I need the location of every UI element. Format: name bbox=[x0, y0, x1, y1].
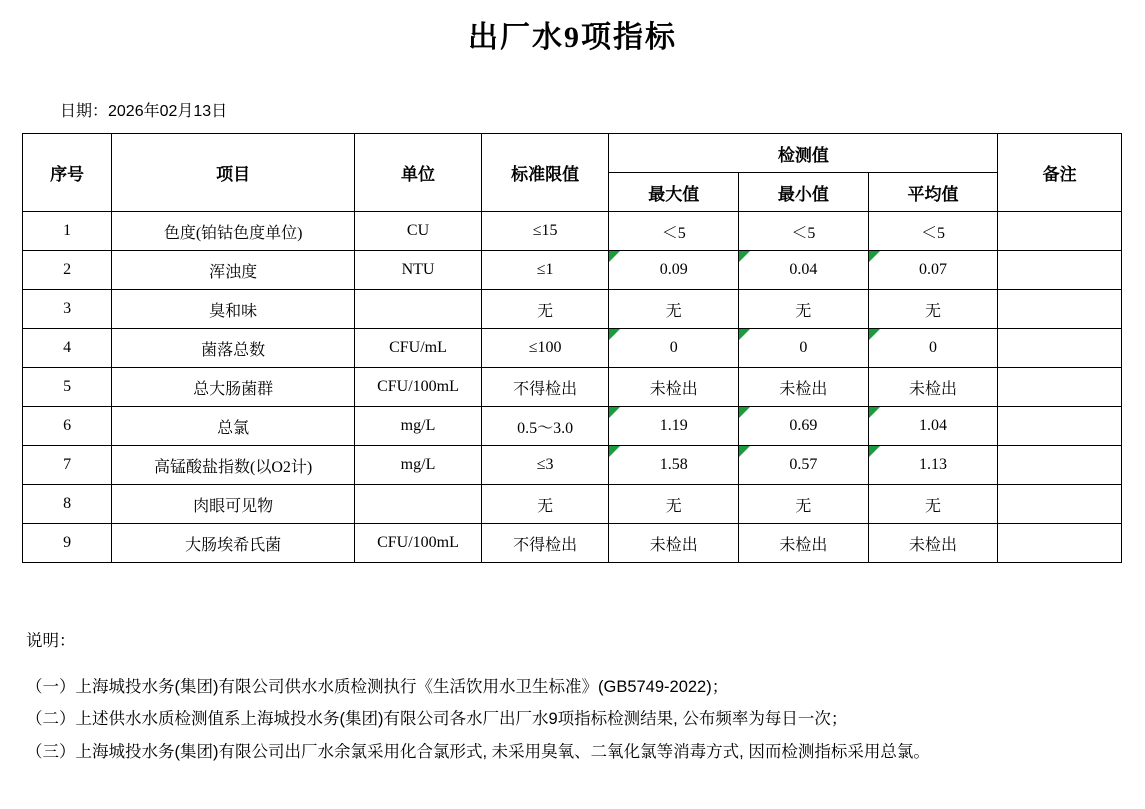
cell-remark bbox=[998, 212, 1122, 251]
cell-avg-text: 0 bbox=[929, 339, 938, 356]
cell-max-text: 1.58 bbox=[659, 456, 688, 473]
cell-avg-text: 1.13 bbox=[919, 456, 948, 473]
cell-unit: CFU/100mL bbox=[355, 524, 482, 563]
header-remark: 备注 bbox=[998, 134, 1122, 212]
cell-remark bbox=[998, 290, 1122, 329]
cell-unit: mg/L bbox=[355, 446, 482, 485]
cell-remark bbox=[998, 524, 1122, 563]
cell-min bbox=[739, 446, 869, 485]
header-limit: 标准限值 bbox=[481, 134, 609, 212]
header-min: 最小值 bbox=[739, 173, 869, 212]
table-row bbox=[23, 485, 1122, 524]
cell-max: ＜5 bbox=[609, 212, 739, 251]
cell-unit: NTU bbox=[355, 251, 482, 290]
corner-flag-icon bbox=[739, 446, 750, 457]
header-max: 最大值 bbox=[609, 173, 739, 212]
cell-no: 3 bbox=[23, 290, 112, 329]
cell-max: 无 bbox=[609, 290, 739, 329]
cell-max: 未检出 bbox=[609, 368, 739, 407]
cell-remark bbox=[998, 329, 1122, 368]
cell-avg: 无 bbox=[868, 290, 998, 329]
cell-limit: ≤100 bbox=[481, 329, 609, 368]
header-item: 项目 bbox=[112, 134, 355, 212]
corner-flag-icon bbox=[869, 329, 880, 340]
cell-limit: ≤1 bbox=[481, 251, 609, 290]
cell-min-text: 0 bbox=[799, 339, 808, 356]
header-detected-group: 检测值 bbox=[609, 134, 998, 173]
cell-min: 无 bbox=[739, 485, 869, 524]
cell-max-text: 0 bbox=[669, 339, 678, 356]
report-page bbox=[0, 12, 1145, 809]
cell-item: 菌落总数 bbox=[112, 329, 355, 368]
cell-item: 色度(铂钴色度单位) bbox=[112, 212, 355, 251]
cell-min-text: 0.04 bbox=[789, 261, 818, 278]
table-header bbox=[23, 134, 1122, 212]
cell-max bbox=[609, 446, 739, 485]
cell-no: 2 bbox=[23, 251, 112, 290]
water-quality-table bbox=[22, 133, 1122, 563]
table-row bbox=[23, 524, 1122, 563]
cell-limit: 无 bbox=[481, 290, 609, 329]
cell-avg: 无 bbox=[868, 485, 998, 524]
cell-max: 无 bbox=[609, 485, 739, 524]
cell-avg: ＜5 bbox=[868, 212, 998, 251]
cell-limit: 不得检出 bbox=[481, 368, 609, 407]
cell-limit: 不得检出 bbox=[481, 524, 609, 563]
cell-no: 8 bbox=[23, 485, 112, 524]
cell-unit: CFU/100mL bbox=[355, 368, 482, 407]
note-item-3: （三）上海城投水务(集团)有限公司出厂水余氯采用化合氯形式, 未采用臭氧、二氧化氯等消毒方式, 因而检测指标采用总氯。 bbox=[26, 742, 930, 761]
page-title: 出厂水9项指标 bbox=[468, 21, 677, 54]
cell-avg: 未检出 bbox=[868, 368, 998, 407]
note-item-2: （二）上述供水水质检测值系上海城投水务(集团)有限公司各水厂出厂水9项指标检测结果, 公布频率为每日一次； bbox=[26, 710, 848, 729]
header-unit: 单位 bbox=[355, 134, 482, 212]
cell-item: 高锰酸盐指数(以O2计) bbox=[112, 446, 355, 485]
cell-max-text: 0.09 bbox=[659, 261, 688, 278]
corner-flag-icon bbox=[869, 446, 880, 457]
corner-flag-icon bbox=[609, 251, 620, 262]
cell-remark bbox=[998, 485, 1122, 524]
cell-item: 肉眼可见物 bbox=[112, 485, 355, 524]
cell-unit bbox=[355, 485, 482, 524]
table-row bbox=[23, 368, 1122, 407]
table-row bbox=[23, 329, 1122, 368]
cell-item: 臭和味 bbox=[112, 290, 355, 329]
cell-unit bbox=[355, 290, 482, 329]
cell-no: 1 bbox=[23, 212, 112, 251]
cell-limit: ≤3 bbox=[481, 446, 609, 485]
cell-unit: CFU/mL bbox=[355, 329, 482, 368]
cell-min: 未检出 bbox=[739, 368, 869, 407]
cell-no: 9 bbox=[23, 524, 112, 563]
corner-flag-icon bbox=[739, 407, 750, 418]
cell-avg-text: 0.07 bbox=[919, 261, 948, 278]
cell-avg-text: 1.04 bbox=[919, 417, 948, 434]
cell-min-text: 0.69 bbox=[789, 417, 818, 434]
cell-no: 5 bbox=[23, 368, 112, 407]
table-header-row-1 bbox=[23, 134, 1122, 173]
cell-min-text: 0.57 bbox=[789, 456, 818, 473]
table-row bbox=[23, 407, 1122, 446]
table-row bbox=[23, 251, 1122, 290]
report-date: 日期：2026年02月13日 bbox=[60, 103, 228, 120]
cell-max: 未检出 bbox=[609, 524, 739, 563]
corner-flag-icon bbox=[739, 329, 750, 340]
cell-min: 无 bbox=[739, 290, 869, 329]
cell-unit: mg/L bbox=[355, 407, 482, 446]
cell-min bbox=[739, 251, 869, 290]
cell-limit: 0.5～3.0 bbox=[481, 407, 609, 446]
cell-item: 浑浊度 bbox=[112, 251, 355, 290]
cell-max bbox=[609, 251, 739, 290]
notes-title: 说明： bbox=[26, 632, 76, 650]
notes-section bbox=[26, 625, 1145, 768]
cell-max bbox=[609, 407, 739, 446]
header-avg: 平均值 bbox=[868, 173, 998, 212]
cell-limit: 无 bbox=[481, 485, 609, 524]
cell-avg bbox=[868, 329, 998, 368]
cell-remark bbox=[998, 251, 1122, 290]
cell-max bbox=[609, 329, 739, 368]
table-row bbox=[23, 212, 1122, 251]
corner-flag-icon bbox=[739, 251, 750, 262]
table-row bbox=[23, 446, 1122, 485]
cell-min: 未检出 bbox=[739, 524, 869, 563]
cell-min bbox=[739, 329, 869, 368]
table-body bbox=[23, 212, 1122, 563]
cell-avg bbox=[868, 251, 998, 290]
cell-item: 大肠埃希氏菌 bbox=[112, 524, 355, 563]
cell-item: 总氯 bbox=[112, 407, 355, 446]
cell-no: 7 bbox=[23, 446, 112, 485]
cell-avg bbox=[868, 407, 998, 446]
cell-item: 总大肠菌群 bbox=[112, 368, 355, 407]
corner-flag-icon bbox=[609, 446, 620, 457]
cell-no: 6 bbox=[23, 407, 112, 446]
corner-flag-icon bbox=[609, 329, 620, 340]
cell-max-text: 1.19 bbox=[659, 417, 688, 434]
cell-remark bbox=[998, 407, 1122, 446]
cell-limit: ≤15 bbox=[481, 212, 609, 251]
table-row bbox=[23, 290, 1122, 329]
header-no: 序号 bbox=[23, 134, 112, 212]
cell-avg: 未检出 bbox=[868, 524, 998, 563]
corner-flag-icon bbox=[609, 407, 620, 418]
cell-min: ＜5 bbox=[739, 212, 869, 251]
note-item-1: （一）上海城投水务(集团)有限公司供水水质检测执行《生活饮用水卫生标准》(GB5749-2022)； bbox=[26, 678, 729, 697]
cell-unit: CU bbox=[355, 212, 482, 251]
cell-min bbox=[739, 407, 869, 446]
cell-avg bbox=[868, 446, 998, 485]
corner-flag-icon bbox=[869, 251, 880, 262]
corner-flag-icon bbox=[869, 407, 880, 418]
cell-remark bbox=[998, 368, 1122, 407]
cell-remark bbox=[998, 446, 1122, 485]
cell-no: 4 bbox=[23, 329, 112, 368]
